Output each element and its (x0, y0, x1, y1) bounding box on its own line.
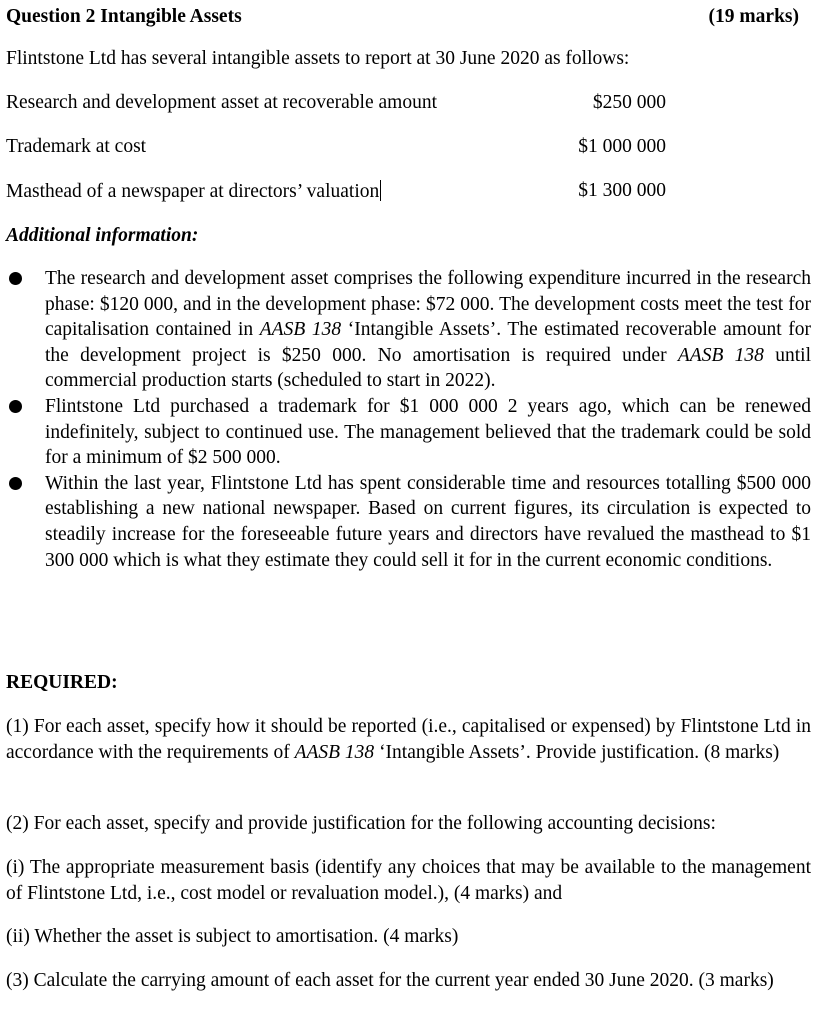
bullet-text: Flintstone Ltd purchased a trademark for $1 000 000 2 years ago, which can be renewed indefinitely, subject to continued use. The management believed that the trademark could be sold for a minimum of $2 500 000. (45, 395, 811, 469)
bullet-icon (9, 400, 22, 413)
asset-row-masthead (6, 180, 381, 203)
required-q1 (6, 714, 811, 765)
required-q3: (3) Calculate the carrying amount of each asset for the current year ended 30 June 2020. (3 marks) (6, 970, 774, 991)
bullet-text: ‘Intangible Assets’. The estimated recoverable amount for the development project is $250 000. No amortisation is required under (45, 319, 811, 366)
question-title: Question 2 Intangible Assets (6, 6, 242, 27)
bullet-text: Within the last year, Flintstone Ltd has spent considerable time and resources totalling $500 000 establishing a new national newspaper. Based on current figures, its circulation is expected to steadily increase for the foreseeable future years and directors have revalued the masthead to $1 300 000 which is what they estimate they could sell it for in the current economic conditions. (45, 472, 811, 571)
bullet-text: The research and development asset comprises the following expenditure incurred in the research phase: $120 000, and in the development phase: $72 000. The development costs meet the test for capitalisation contained in (45, 268, 811, 341)
q1-text: ‘Intangible Assets’. Provide justification. (8 marks) (374, 741, 780, 763)
additional-info-list (0, 266, 833, 573)
asset-name-rd: Research and development asset at recoverable amount (6, 92, 437, 113)
standard-ref: AASB 138 (677, 344, 764, 366)
list-item (0, 394, 833, 471)
bullet-icon (9, 477, 22, 490)
required-q2: (2) For each asset, specify and provide justification for the following accounting decisions: (6, 813, 716, 834)
list-item (0, 266, 833, 394)
asset-name-masthead: Masthead of a newspaper at directors’ valuation (6, 181, 380, 202)
required-heading: REQUIRED: (6, 672, 118, 693)
standard-ref: AASB 138 (294, 741, 375, 763)
bullet-text: until commercial production starts (scheduled to start in 2022). (45, 344, 811, 392)
asset-amount-rd: $250 000 (592, 92, 666, 113)
standard-ref: AASB 138 (259, 319, 342, 341)
q1-text: (1) For each asset, specify how it should be reported (i.e., capitalised or expensed) by Flintstone Ltd in accordance with the requirements of (6, 716, 811, 763)
asset-amount-masthead: $1 300 000 (578, 180, 666, 201)
required-q2-i: (i) The appropriate measurement basis (identify any choices that may be available to the management of Flintstone Ltd, i.e., cost model or revaluation model.), (4 marks) and (6, 857, 811, 904)
intro-text: Flintstone Ltd has several intangible assets to report at 30 June 2020 as follows: (6, 48, 630, 69)
bullet-icon (9, 272, 22, 285)
list-item (0, 471, 833, 573)
asset-name-trademark: Trademark at cost (6, 136, 147, 157)
text-cursor (380, 180, 381, 201)
required-q2-ii: (ii) Whether the asset is subject to amortisation. (4 marks) (6, 926, 459, 947)
additional-info-heading: Additional information: (6, 225, 199, 246)
question-marks: (19 marks) (708, 6, 799, 27)
asset-amount-trademark: $1 000 000 (578, 136, 666, 157)
